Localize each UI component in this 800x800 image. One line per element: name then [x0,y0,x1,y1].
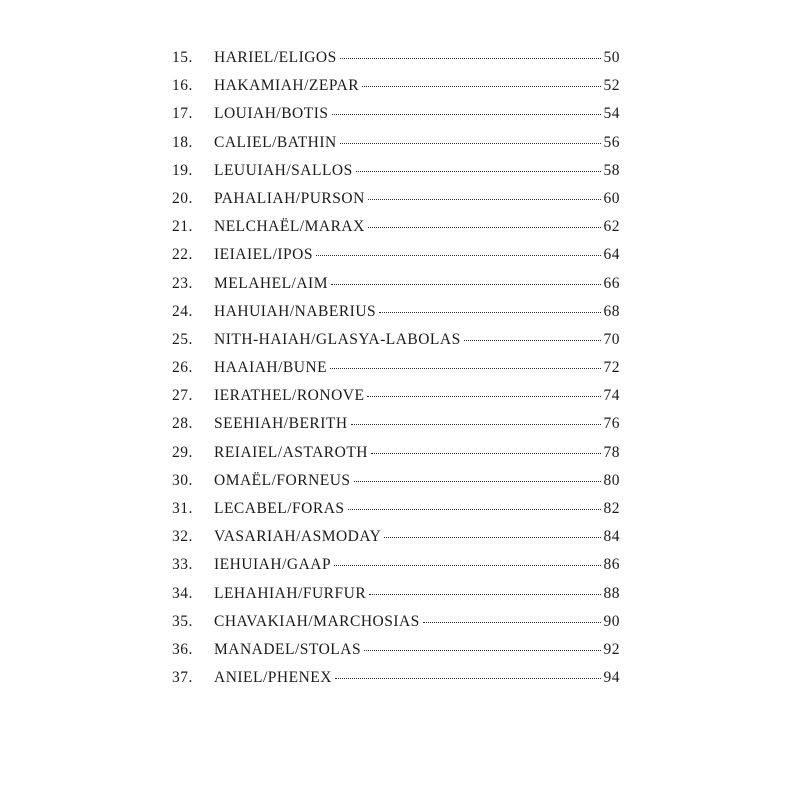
entry-number: 37. [172,669,193,687]
toc-entry [172,467,620,495]
entry-title: IEIAIEL/IPOS [214,246,313,264]
entry-number: 23. [172,274,193,292]
entry-page-number: 94 [603,669,620,687]
entry-number: 36. [172,640,193,658]
dot-leader [369,594,601,595]
entry-title: HARIEL/ELIGOS [214,49,337,66]
entry-page-number: 92 [603,640,620,658]
table-of-contents [172,44,620,692]
entry-title: MELAHEL/AIM [214,274,328,292]
dot-leader [464,340,601,341]
entry-title: NITH-HAIAH/GLASYA-LABOLAS [214,330,461,348]
entry-page-number: 60 [603,189,620,207]
dot-leader [356,171,601,172]
dot-leader [368,199,601,200]
toc-entry [172,354,620,382]
entry-title: OMAËL/FORNEUS [214,471,351,489]
toc-entry [172,551,620,579]
entry-page-number: 72 [603,359,620,377]
toc-entry [172,410,620,438]
entry-title: IEHUIAH/GAAP [214,556,332,574]
entry-number: 21. [172,218,193,236]
entry-page-number: 90 [603,612,620,630]
toc-entry [172,213,620,241]
toc-entry [172,100,620,128]
entry-number: 30. [172,471,193,489]
dot-leader [340,143,601,144]
toc-entry [172,608,620,636]
toc-entry [172,72,620,100]
entry-page-number: 62 [603,218,620,236]
entry-title: IERATHEL/RONOVE [214,387,365,405]
entry-page-number: 86 [603,556,620,574]
entry-number: 33. [172,556,193,574]
dot-leader [334,565,601,566]
entry-title: HAAIAH/BUNE [214,359,328,377]
toc-entry [172,439,620,467]
toc-entry [172,129,620,157]
entry-number: 16. [172,77,193,95]
toc-entry [172,382,620,410]
toc-entry [172,580,620,608]
entry-title: NELCHAËL/MARAX [214,218,365,236]
entry-number: 19. [172,161,193,179]
entry-number: 34. [172,584,193,602]
toc-entry [172,298,620,326]
toc-entry [172,270,620,298]
dot-leader [330,368,601,369]
dot-leader [335,678,601,679]
entry-page-number: 82 [603,500,620,517]
entry-page-number: 74 [603,387,620,405]
toc-entry [172,185,620,213]
entry-page-number: 58 [603,161,620,179]
entry-number: 27. [172,387,193,405]
toc-entry [172,326,620,354]
dot-leader [348,509,601,510]
entry-page-number: 70 [603,330,620,348]
entry-number: 17. [172,105,193,123]
entry-page-number: 50 [603,49,620,66]
entry-title: CALIEL/BATHIN [214,133,337,151]
entry-title: SEEHIAH/BERITH [214,415,348,433]
toc-entry [172,523,620,551]
entry-title: MANADEL/STOLAS [214,640,362,658]
entry-number: 29. [172,443,193,461]
toc-entry [172,44,620,72]
dot-leader [367,396,601,397]
entry-title: VASARIAH/ASMODAY [214,528,382,546]
dot-leader [364,650,601,651]
entry-number: 28. [172,415,193,433]
dot-leader [379,312,601,313]
dot-leader [340,58,601,59]
entry-number: 31. [172,500,193,517]
entry-title: HAHUIAH/NABERIUS [214,302,377,320]
toc-entry [172,157,620,185]
entry-title: PAHALIAH/PURSON [214,189,365,207]
dot-leader [332,114,602,115]
entry-page-number: 88 [603,584,620,602]
dot-leader [368,227,601,228]
entry-page-number: 80 [603,471,620,489]
entry-title: HAKAMIAH/ZEPAR [214,77,360,95]
dot-leader [384,537,601,538]
entry-page-number: 52 [603,77,620,95]
entry-number: 26. [172,359,193,377]
entry-page-number: 64 [603,246,620,264]
entry-number: 18. [172,133,193,151]
entry-number: 20. [172,189,193,207]
dot-leader [351,424,601,425]
entry-page-number: 54 [603,105,620,123]
dot-leader [316,255,601,256]
entry-page-number: 56 [603,133,620,151]
entry-title: ANIEL/PHENEX [214,669,332,687]
entry-number: 22. [172,246,193,264]
dot-leader [423,622,601,623]
toc-entry [172,495,620,523]
entry-number: 15. [172,49,193,66]
entry-title: CHAVAKIAH/MARCHOSIAS [214,612,420,630]
dot-leader [371,453,601,454]
entry-number: 35. [172,612,193,630]
dot-leader [354,481,601,482]
entry-page-number: 84 [603,528,620,546]
entry-title: REIAIEL/ASTAROTH [214,443,368,461]
entry-page-number: 66 [603,274,620,292]
dot-leader [331,284,601,285]
entry-title: LOUIAH/BOTIS [214,105,329,123]
dot-leader [362,86,601,87]
entry-page-number: 76 [603,415,620,433]
entry-title: LECABEL/FORAS [214,500,345,517]
toc-entry [172,241,620,269]
entry-number: 32. [172,528,193,546]
entry-page-number: 78 [603,443,620,461]
entry-number: 25. [172,330,193,348]
entry-page-number: 68 [603,302,620,320]
entry-title: LEHAHIAH/FURFUR [214,584,367,602]
entry-title: LEUUIAH/SALLOS [214,161,353,179]
toc-entry [172,664,620,692]
entry-number: 24. [172,302,193,320]
toc-entry [172,636,620,664]
